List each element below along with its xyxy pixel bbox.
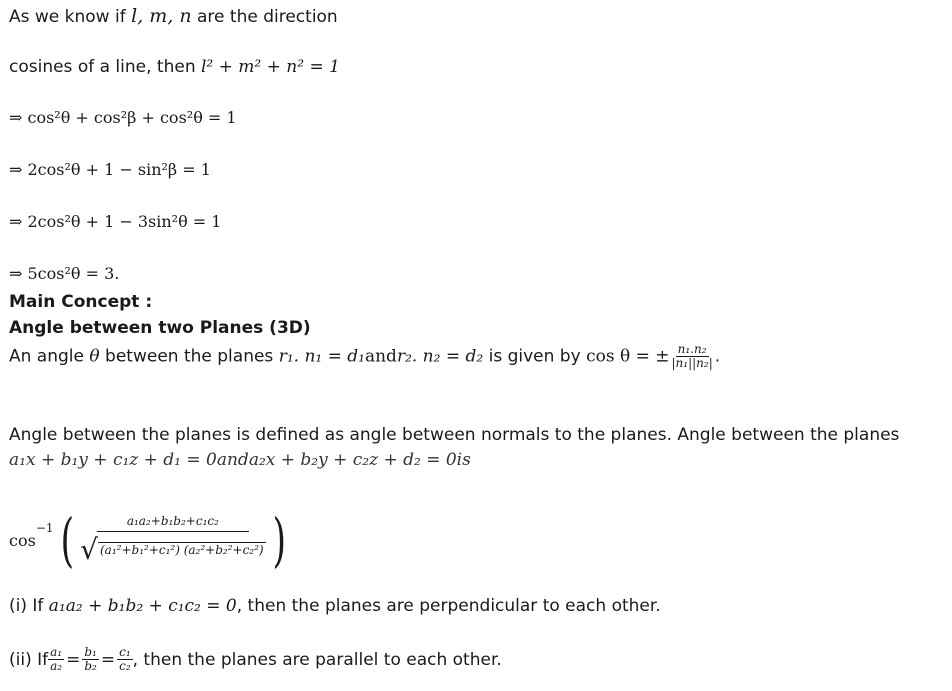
angle-definition (9, 343, 720, 370)
cos-inverse-den: (a₁²+b₁²+c₁²) (a₂²+b₂²+c₂²) (100, 542, 264, 557)
normals-text: Angle between the planes is defined as angle between normals to the planes. Angle between the planes (9, 425, 900, 445)
cos-inverse-den-wrap (78, 532, 267, 566)
condition-ii (9, 646, 502, 673)
condition-i-prefix: (i) If (9, 596, 49, 616)
cos-inverse-formula (9, 505, 290, 575)
intro-text-3: cosines of a line, then (9, 57, 201, 77)
ratio-b-den: b₂ (84, 659, 97, 674)
step-3: ⇒ 2cos²θ + 1 − 3sin²θ = 1 (9, 212, 222, 231)
intro-line-2 (9, 57, 340, 77)
and-word: and (364, 346, 397, 367)
condition-i-suffix: , then the planes are perpendicular to each other. (236, 596, 661, 616)
angle-def-given: is given by (483, 346, 587, 367)
concept-title: Angle between two Planes (3D) (9, 318, 311, 338)
condition-ii-suffix: , then the planes are parallel to each other. (132, 649, 502, 670)
angle-def-end: . (714, 346, 721, 367)
cos-expression: cos θ = ± (586, 346, 670, 367)
normal-fraction-den: |n₁||n₂| (671, 356, 713, 371)
ratio-a (48, 646, 64, 673)
intro-text: As we know if (9, 7, 132, 27)
right-paren-icon: ) (272, 506, 286, 574)
angle-def-prefix: An angle (9, 346, 90, 367)
inverse-power: −1 (35, 521, 54, 535)
ratio-a-num: a₁ (50, 645, 63, 659)
sqrt-icon: √ (80, 532, 98, 566)
step-4: ⇒ 5cos²θ = 3. (9, 264, 120, 283)
plane-eq-2: r₂. n₂ = d₂ (396, 346, 484, 367)
equals-sign-2: = (100, 649, 116, 670)
cos-label: cos (9, 530, 36, 550)
planes-equation: a₁x + b₁y + c₁z + d₁ = 0anda₂x + b₂y + c₂z + d₂ = 0is (9, 450, 471, 470)
condition-i (9, 596, 661, 616)
ratio-c (117, 646, 133, 673)
theta-symbol: θ (89, 346, 100, 367)
normal-fraction (669, 343, 714, 370)
cos-inverse-fraction (78, 515, 267, 566)
condition-ii-prefix: (ii) If (9, 649, 49, 670)
ratio-b-num: b₁ (84, 645, 97, 659)
ratio-a-den: a₂ (50, 659, 63, 674)
intro-text-2: are the direction (191, 7, 338, 27)
identity-equation: l² + m² + n² = 1 (201, 57, 340, 77)
ratio-c-den: c₂ (119, 659, 131, 674)
left-paren-icon: ( (60, 506, 74, 574)
plane-eq-1: r₁. n₁ = d₁ (278, 346, 365, 367)
angle-def-mid: between the planes (99, 346, 279, 367)
normal-fraction-num: n₁.n₂ (677, 342, 707, 356)
main-concept-heading: Main Concept : (9, 292, 153, 312)
intro-line-1 (9, 5, 338, 27)
step-1: ⇒ cos²θ + cos²β + cos²θ = 1 (9, 108, 237, 127)
ratio-b (82, 646, 99, 673)
cos-inverse-num: a₁a₂+b₁b₂+c₁c₂ (97, 515, 249, 532)
ratio-c-num: c₁ (119, 645, 131, 659)
step-2: ⇒ 2cos²θ + 1 − sin²β = 1 (9, 160, 211, 179)
lmn-symbols: l, m, n (131, 5, 192, 27)
equals-sign-1: = (66, 649, 81, 670)
condition-i-equation: a₁a₂ + b₁b₂ + c₁c₂ = 0 (48, 596, 237, 616)
